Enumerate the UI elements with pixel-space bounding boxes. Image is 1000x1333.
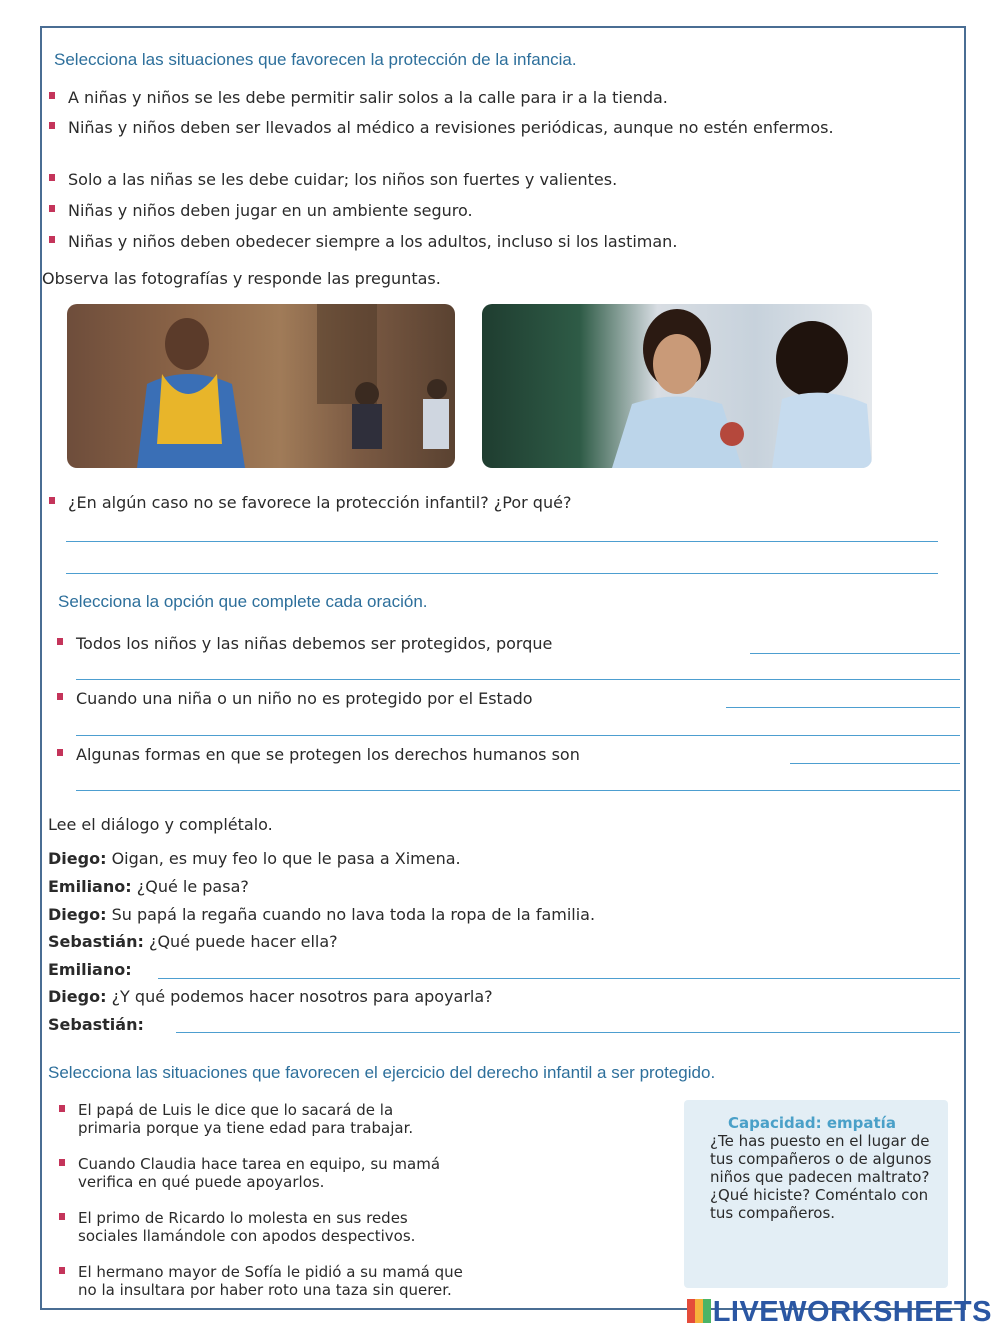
option-item[interactable] [54,1209,664,1245]
dialogue-text: Su papá la regaña cuando no lava toda la ropa de la familia. [111,905,596,924]
dialogue-line [48,960,132,979]
empathy-box [684,1100,948,1288]
instruction-complete: Selecciona la opción que complete cada oración. [58,592,428,611]
sentence-item: Algunas formas en que se protegen los derechos humanos son [52,745,782,765]
speaker: Sebastián: [48,932,144,951]
dialogue-text: ¿Y qué podemos hacer nosotros para apoyarla? [111,987,493,1006]
answer-line[interactable] [76,790,960,791]
liveworksheets-logo: LIVEWORKSHEETS [687,1296,992,1329]
dialogue-text: Oigan, es muy feo lo que le pasa a Ximena. [111,849,461,868]
dialogue-line [48,905,595,924]
option-item[interactable]: Solo a las niñas se les debe cuidar; los niños son fuertes y valientes. [44,170,924,190]
dialogue-text: ¿Qué puede hacer ella? [148,932,338,951]
option-line: El papá de Luis le dice que lo sacará de la [78,1101,394,1119]
option-item[interactable]: Niñas y niños deben jugar en un ambiente seguro. [44,201,924,221]
answer-line[interactable] [726,707,960,708]
answer-line[interactable] [176,1032,960,1033]
sentence-item: Cuando una niña o un niño no es protegido por el Estado [52,689,712,709]
option-line: no la insultara por haber roto una taza sin querer. [78,1281,452,1299]
speaker: Diego: [48,849,107,868]
answer-line[interactable] [790,763,960,764]
answer-line[interactable] [66,541,938,542]
instruction-dialogue: Lee el diálogo y complétalo. [48,815,273,834]
instruction-protection: Selecciona las situaciones que favorecen la protección de la infancia. [54,50,577,69]
speaker: Emiliano: [48,877,132,896]
dialogue-line [48,932,338,951]
speaker: Diego: [48,905,107,924]
logo-icon [687,1299,711,1323]
dialogue-line [48,1015,144,1034]
instruction-photos: Observa las fotografías y responde las preguntas. [42,269,441,288]
empathy-title: Capacidad: empatía [728,1114,896,1132]
answer-line[interactable] [158,978,960,979]
speaker: Sebastián: [48,1015,144,1034]
option-line: Cuando Claudia hace tarea en equipo, su mamá [78,1155,441,1173]
photo-question: ¿En algún caso no se favorece la protección infantil? ¿Por qué? [44,493,924,513]
option-line: verifica en qué puede apoyarlos. [78,1173,325,1191]
option-line: sociales llamándole con apodos despectivos. [78,1227,416,1245]
dialogue-line [48,849,461,868]
option-item[interactable] [54,1263,674,1299]
option-line: primaria porque ya tiene edad para trabajar. [78,1119,414,1137]
answer-line[interactable] [76,735,960,736]
dialogue-text: ¿Qué le pasa? [136,877,249,896]
option-item[interactable] [54,1101,664,1137]
dialogue-line [48,877,249,896]
option-item[interactable]: Niñas y niños deben obedecer siempre a los adultos, incluso si los lastiman. [44,232,924,252]
empathy-text: ¿Te has puesto en el lugar de tus compañeros o de algunos niños que padecen maltrato? ¿Qué hiciste? Coméntalo con tus compañeros. [710,1132,932,1222]
photo-girl-street [67,304,455,468]
speaker: Emiliano: [48,960,132,979]
photo-girls-classroom [482,304,872,468]
option-item[interactable]: A niñas y niños se les debe permitir salir solos a la calle para ir a la tienda. [44,88,924,108]
answer-line[interactable] [76,679,960,680]
instruction-rights: Selecciona las situaciones que favorecen el ejercicio del derecho infantil a ser protegido. [48,1063,716,1082]
answer-line[interactable] [750,653,960,654]
answer-line[interactable] [66,573,938,574]
option-line: El hermano mayor de Sofía le pidió a su mamá que [78,1263,463,1281]
sentence-item: Todos los niños y las niñas debemos ser protegidos, porque [52,634,732,654]
dialogue-line [48,987,493,1006]
option-item[interactable] [54,1155,664,1191]
option-item[interactable]: Niñas y niños deben ser llevados al médico a revisiones periódicas, aunque no estén enfermos. [44,118,924,138]
option-line: El primo de Ricardo lo molesta en sus redes [78,1209,408,1227]
speaker: Diego: [48,987,107,1006]
